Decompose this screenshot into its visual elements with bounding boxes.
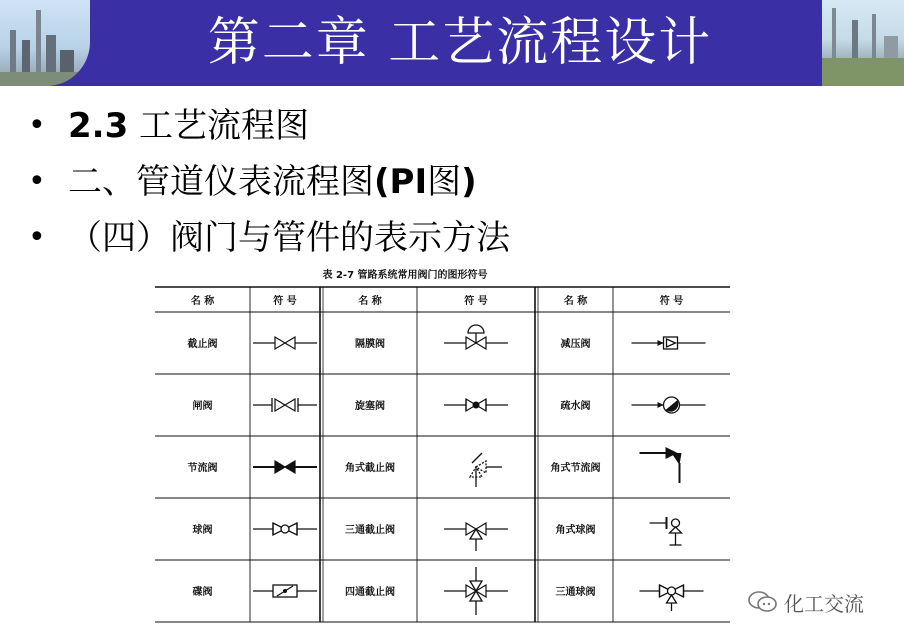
table-header: 符 号 <box>464 296 488 307</box>
valve-symbol-trap <box>632 397 706 413</box>
valve-name: 三通球阀 <box>555 587 596 598</box>
watermark-label: 化工交流 <box>784 591 864 616</box>
valve-symbol-angle <box>470 453 502 487</box>
table-header: 名 称 <box>563 296 588 307</box>
valve-name: 角式节流阀 <box>550 463 601 474</box>
valve-name: 角式截止阀 <box>345 463 395 474</box>
chat-bubble-icon <box>748 590 778 614</box>
valve-symbol-threeway <box>444 523 508 551</box>
table-header: 符 号 <box>659 296 684 307</box>
table-caption: 表 2-7 管路系统常用阀门的图形符号 <box>322 270 488 281</box>
valve-name: 球阀 <box>192 525 213 536</box>
valve-name: 碟阀 <box>192 587 213 598</box>
valve-symbol-table <box>155 262 735 641</box>
valve-table-graphic <box>155 262 735 641</box>
refinery-photo-right <box>822 0 904 86</box>
watermark <box>748 587 864 617</box>
valve-name: 闸阀 <box>192 401 213 412</box>
valve-symbol-reducing <box>632 337 706 349</box>
valve-symbol-gate <box>253 337 317 349</box>
bullet-item: • 二、管道仪表流程图(PI图) <box>28 162 477 202</box>
title-banner <box>0 0 904 86</box>
table-header: 名 称 <box>190 296 215 307</box>
refinery-photo-left <box>0 0 90 86</box>
valve-symbol-gate2 <box>253 398 317 412</box>
bullet-item: • 2.3 工艺流程图 <box>28 106 310 146</box>
valve-name: 三通截止阀 <box>345 525 395 536</box>
valve-name: 疏水阀 <box>560 401 591 412</box>
valve-name: 隔膜阀 <box>355 339 385 350</box>
valve-name: 角式球阀 <box>555 525 596 536</box>
valve-symbol-angle-throttle <box>640 447 682 483</box>
valve-symbol-plug <box>444 399 508 411</box>
table-header: 符 号 <box>273 296 297 307</box>
valve-name: 节流阀 <box>187 463 218 474</box>
valve-name: 减压阀 <box>560 339 591 350</box>
valve-symbol-ball <box>253 523 317 535</box>
valve-symbol-throttle <box>253 461 317 473</box>
bullet-list <box>28 100 510 268</box>
valve-symbol-butterfly <box>253 585 317 597</box>
valve-symbol-fourway <box>444 567 508 615</box>
valve-symbol-diaphragm <box>444 325 508 349</box>
valve-name: 四通截止阀 <box>345 587 395 598</box>
slide-title: 第二章 工艺流程设计 <box>207 13 713 73</box>
valve-symbol-angle-ball <box>650 517 682 545</box>
valve-symbol-threeway-ball <box>640 585 704 611</box>
bullet-item: • （四）阀门与管件的表示方法 <box>28 218 510 258</box>
table-header: 名 称 <box>358 296 382 307</box>
valve-name: 截止阀 <box>187 339 218 350</box>
valve-name: 旋塞阀 <box>355 401 385 412</box>
